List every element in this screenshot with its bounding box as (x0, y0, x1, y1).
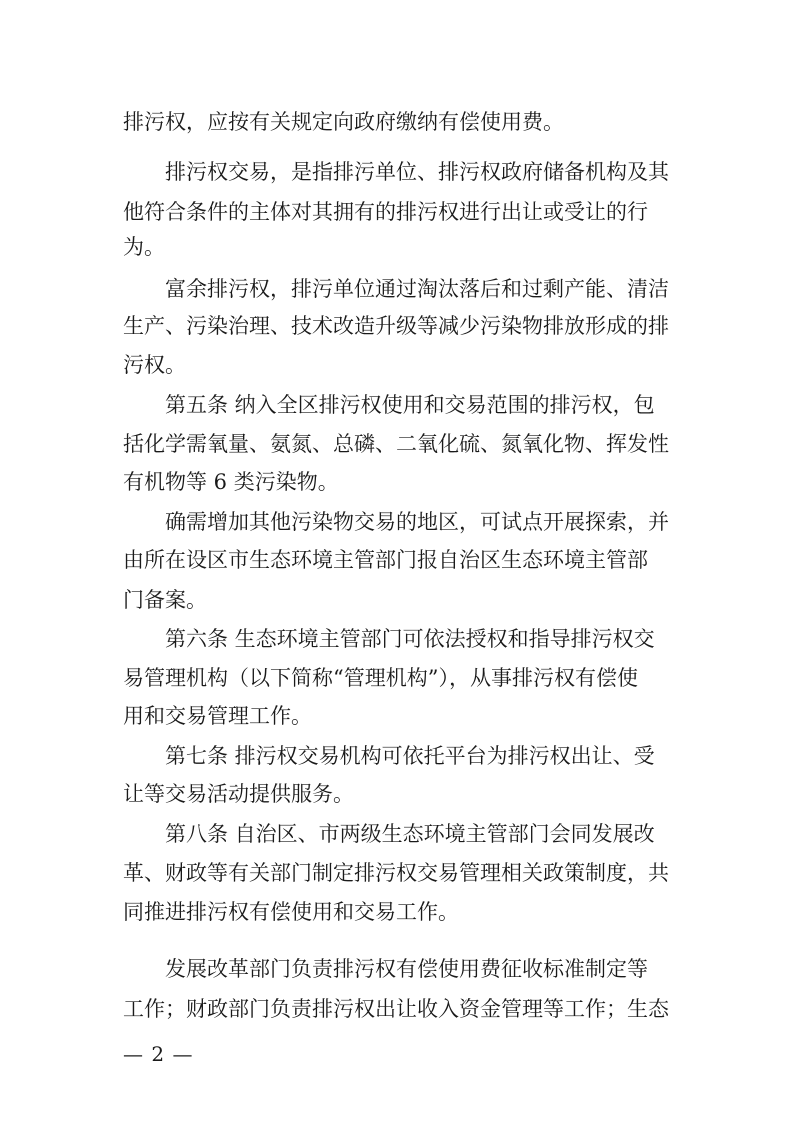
text-line: 同推进排污权有偿使用和交易工作。 (123, 900, 459, 924)
text-line: 富余排污权，排污单位通过淘汰落后和过剩产能、清洁 (165, 277, 669, 301)
text-line: 括化学需氧量、氨氮、总磷、二氧化硫、氮氧化物、挥发性 (123, 432, 669, 456)
text-line: 为。 (123, 235, 165, 259)
text-line: 第八条 自治区、市两级生态环境主管部门会同发展改 (165, 822, 655, 846)
text-line: 生产、污染治理、技术改造升级等减少污染物排放形成的排 (123, 314, 669, 338)
text-line: 有机物等 6 类污染物。 (123, 470, 339, 494)
text-line: 让等交易活动提供服务。 (123, 782, 354, 806)
page-number: — 2 — (123, 1042, 194, 1066)
text-line: 门备案。 (123, 588, 207, 612)
text-line: 排污权，应按有关规定向政府缴纳有偿使用费。 (123, 110, 564, 134)
text-line: 污权。 (123, 353, 186, 377)
text-line: 易管理机构（以下简称“管理机构”），从事排污权有偿使 (123, 666, 638, 690)
text-line: 确需增加其他污染物交易的地区，可试点开展探索，并 (165, 510, 669, 534)
text-line: 第六条 生态环境主管部门可依法授权和指导排污权交 (165, 627, 655, 651)
text-line: 工作；财政部门负责排污权出让收入资金管理等工作；生态 (123, 997, 669, 1021)
text-line: 第七条 排污权交易机构可依托平台为排污权出让、受 (165, 744, 655, 768)
text-line: 发展改革部门负责排污权有偿使用费征收标准制定等 (165, 957, 648, 981)
text-line: 第五条 纳入全区排污权使用和交易范围的排污权，包 (165, 393, 655, 417)
text-line: 由所在设区市生态环境主管部门报自治区生态环境主管部 (123, 548, 648, 572)
text-line: 革、财政等有关部门制定排污权交易管理相关政策制度，共 (123, 861, 669, 885)
text-line: 他符合条件的主体对其拥有的排污权进行出让或受让的行 (123, 200, 648, 224)
text-line: 用和交易管理工作。 (123, 704, 312, 728)
text-line: 排污权交易，是指排污单位、排污权政府储备机构及其 (165, 160, 669, 184)
